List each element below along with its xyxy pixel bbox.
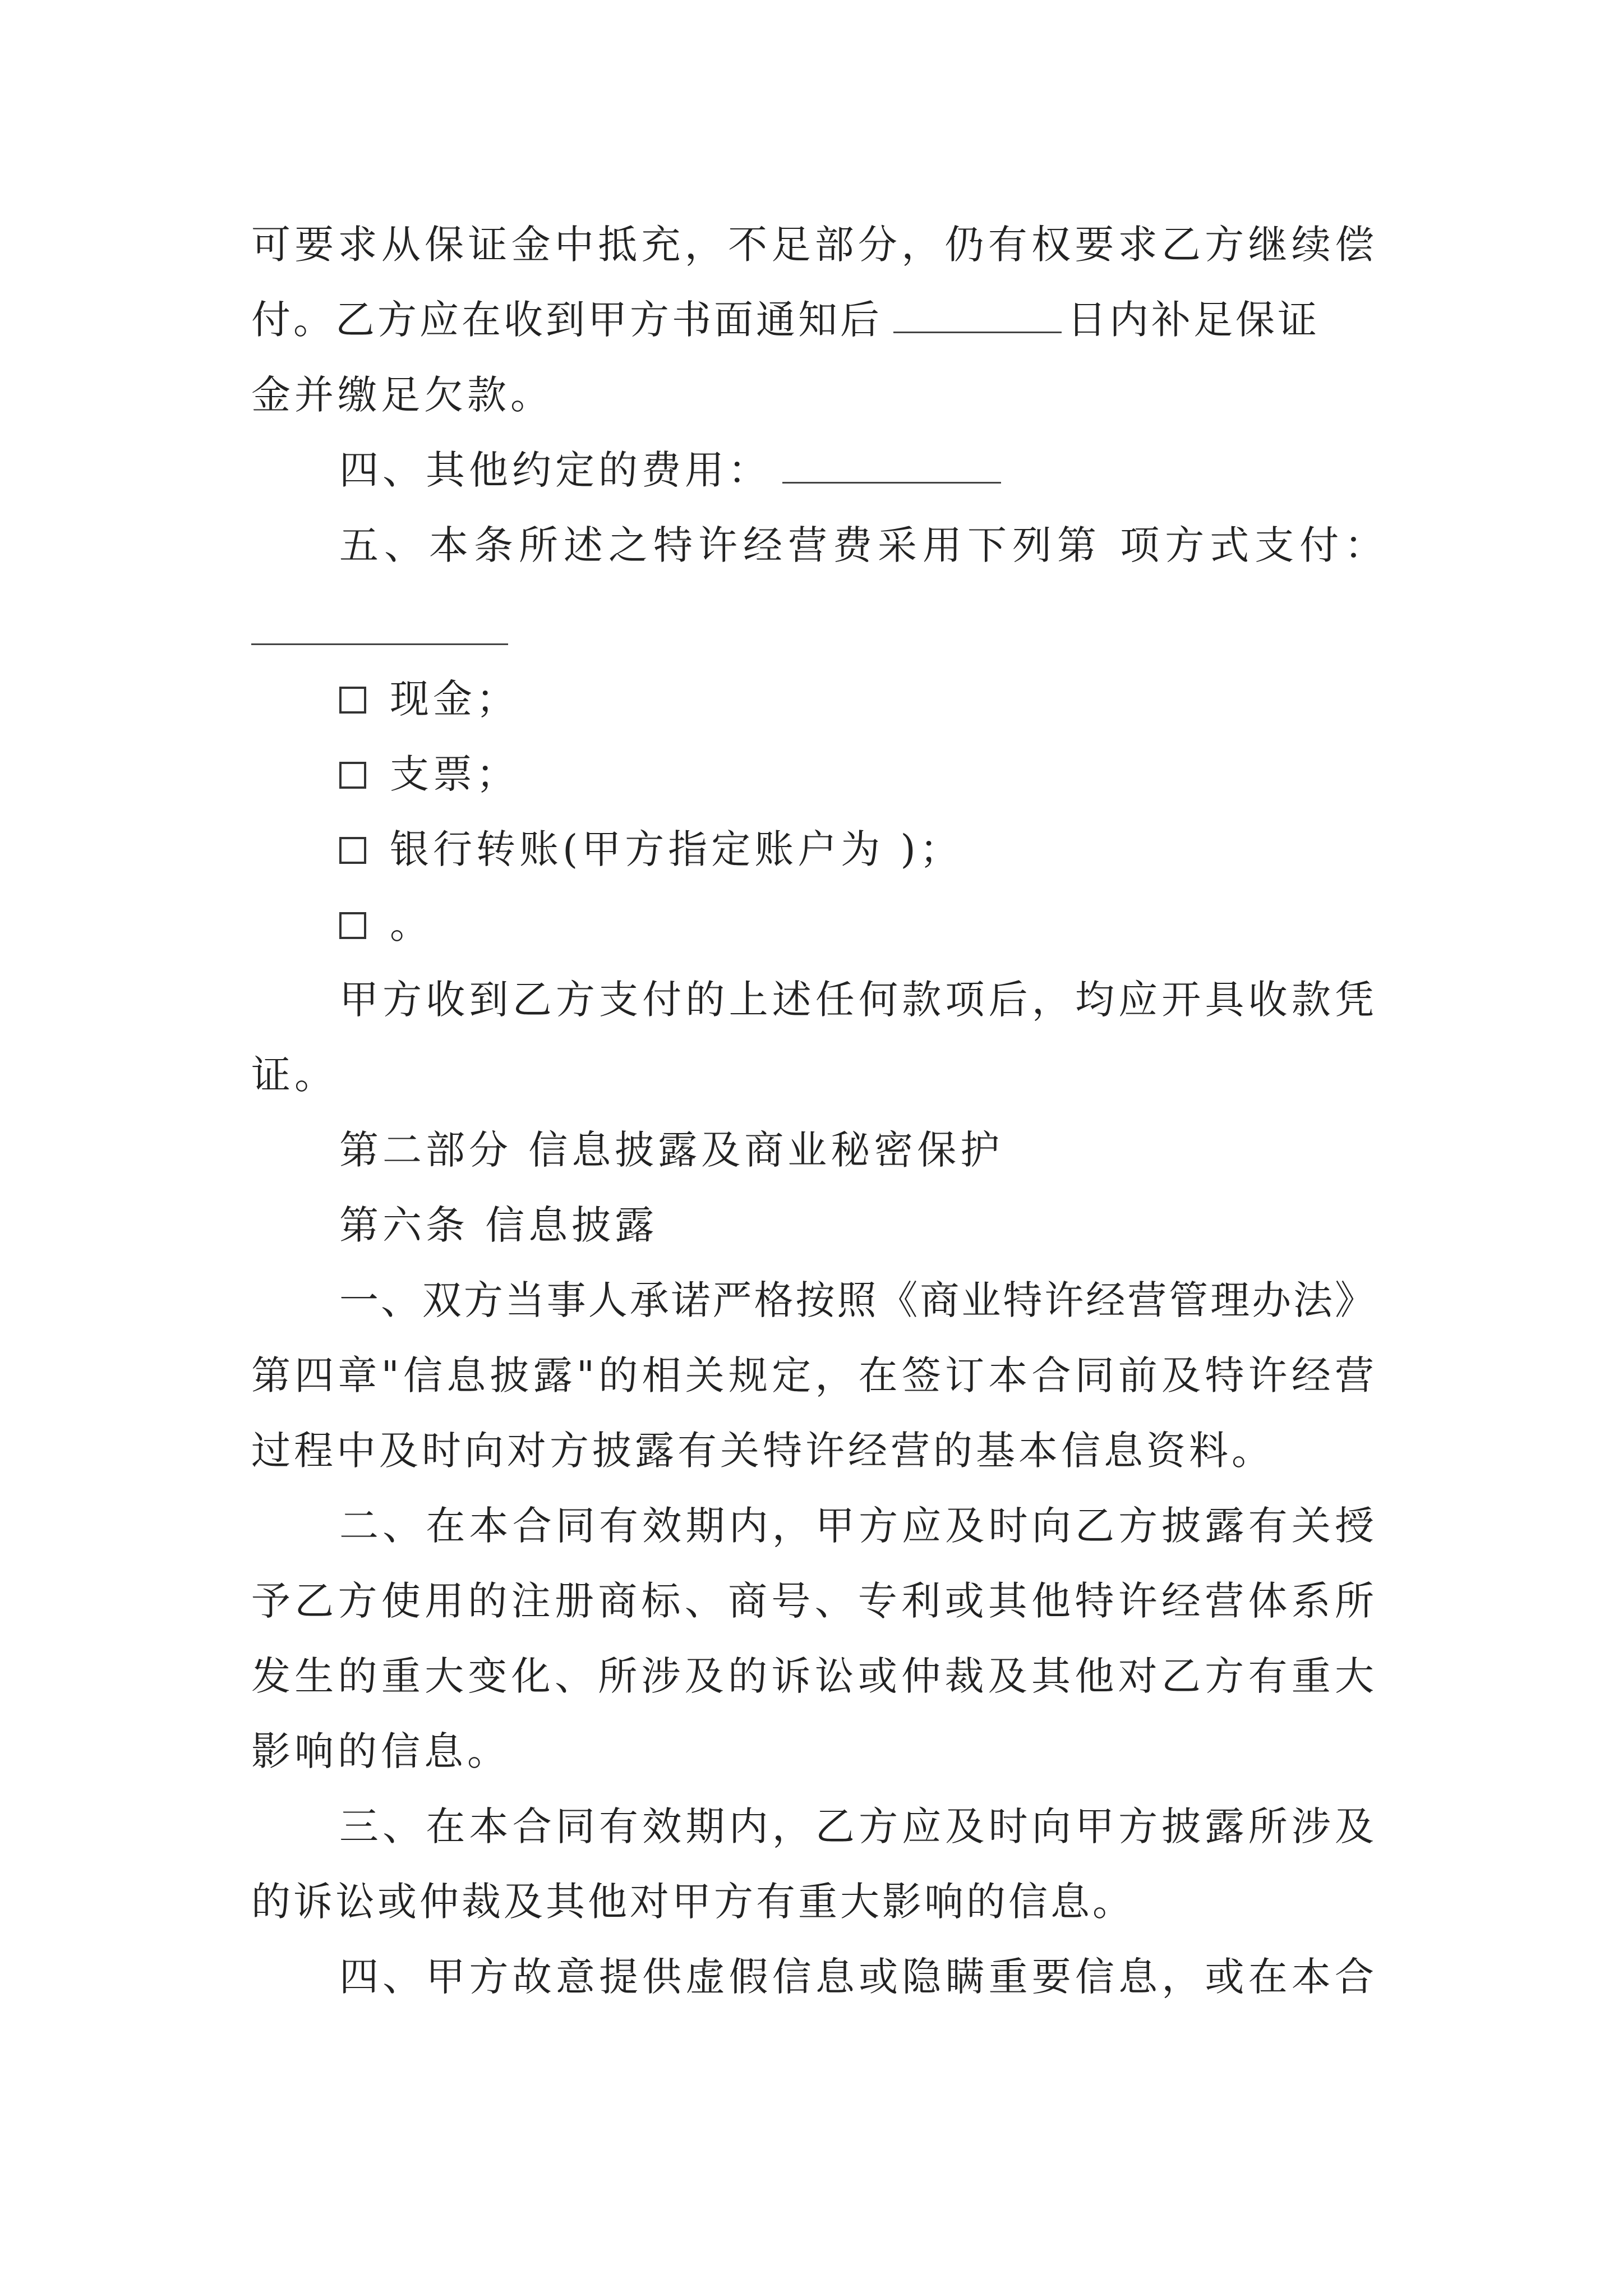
text-line: 甲方收到乙方支付的上述任何款项后，均应开具收款凭 bbox=[339, 977, 1374, 1023]
fill-in-blank[interactable] bbox=[251, 643, 508, 645]
text-line: 五、本条所述之特许经营费采用下列第 项方式支付： bbox=[339, 522, 1390, 568]
checkbox[interactable] bbox=[339, 837, 366, 864]
checkbox[interactable] bbox=[339, 912, 366, 939]
option-line bbox=[339, 746, 519, 802]
option-label: 银行转账(甲方指定账户为 )； bbox=[390, 826, 963, 872]
text-line: 金并缴足欠款。 bbox=[251, 372, 554, 418]
text-line bbox=[251, 292, 1320, 348]
text-line: 一、双方当事人承诺严格按照《商业特许经营管理办法》 bbox=[339, 1277, 1374, 1323]
fill-in-blank[interactable] bbox=[893, 298, 1062, 333]
text-line: 四、甲方故意提供虚假信息或隐瞒重要信息，或在本合 bbox=[339, 1954, 1374, 2000]
checkbox[interactable] bbox=[339, 687, 366, 714]
text-fragment: 四、其他约定的费用： bbox=[339, 447, 771, 493]
text-line: 予乙方使用的注册商标、商号、专利或其他特许经营体系所 bbox=[251, 1578, 1374, 1624]
text-line: 影响的信息。 bbox=[251, 1728, 510, 1774]
article-heading: 第六条 信息披露 bbox=[339, 1202, 658, 1248]
text-line: 的诉讼或仲裁及其他对甲方有重大影响的信息。 bbox=[251, 1879, 1135, 1925]
text-line: 过程中及时向对方披露有关特许经营的基本信息资料。 bbox=[251, 1428, 1274, 1474]
text-line: 证。 bbox=[251, 1052, 338, 1098]
text-fragment: 付。乙方应在收到甲方书面通知后 bbox=[251, 297, 882, 343]
option-line bbox=[339, 821, 963, 877]
option-line bbox=[339, 671, 519, 727]
fill-in-blank[interactable] bbox=[782, 448, 1001, 484]
option-label: 支票； bbox=[390, 751, 519, 797]
text-line: 发生的重大变化、所涉及的诉讼或仲裁及其他对乙方有重大 bbox=[251, 1653, 1374, 1699]
option-label: 。 bbox=[390, 901, 433, 947]
text-fragment: 日内补足保证 bbox=[1067, 297, 1320, 343]
text-line: 可要求从保证金中抵充，不足部分，仍有权要求乙方继续偿 bbox=[251, 222, 1374, 268]
section-heading: 第二部分 信息披露及商业秘密保护 bbox=[339, 1127, 1004, 1173]
checkbox[interactable] bbox=[339, 762, 366, 789]
text-line: 第四章"信息披露"的相关规定，在签订本合同前及特许经营 bbox=[251, 1352, 1374, 1398]
text-line bbox=[339, 442, 1001, 498]
option-label: 现金； bbox=[390, 676, 519, 722]
text-line: 三、在本合同有效期内，乙方应及时向甲方披露所涉及 bbox=[339, 1803, 1374, 1849]
text-line: 二、在本合同有效期内，甲方应及时向乙方披露有关授 bbox=[339, 1503, 1374, 1549]
option-line bbox=[339, 896, 433, 953]
